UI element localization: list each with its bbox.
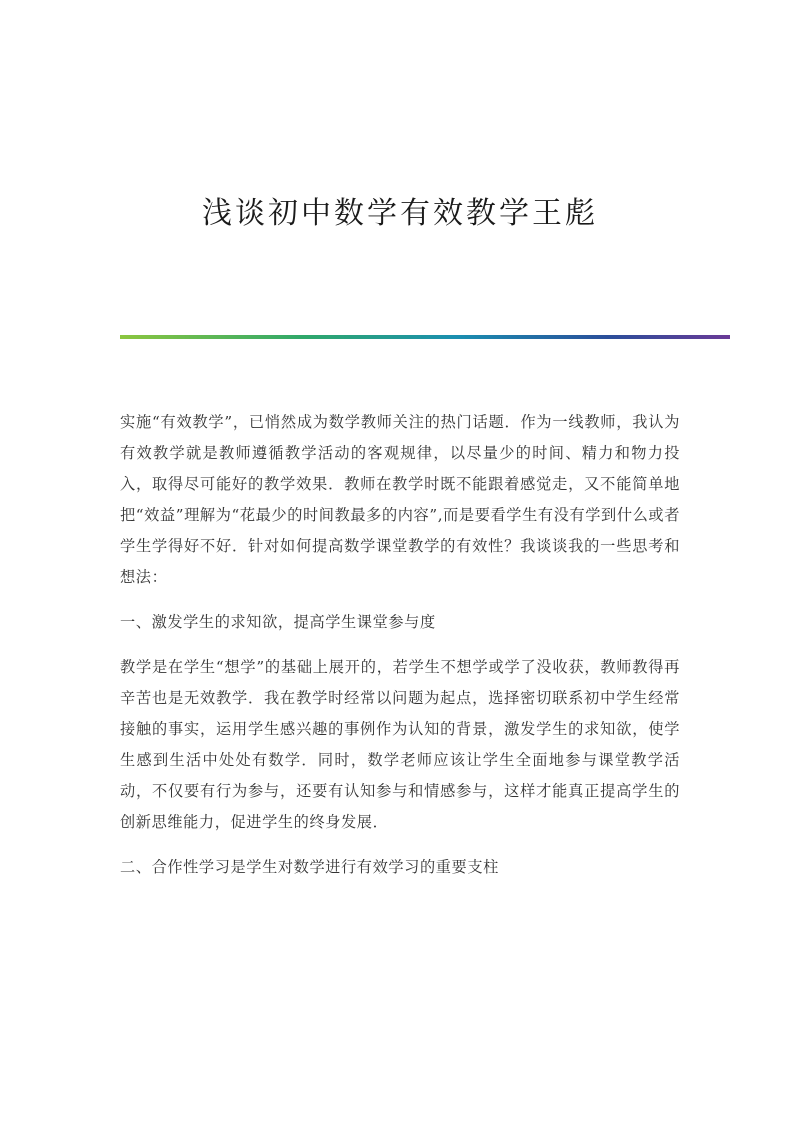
section-1-paragraph: 教学是在学生“想学”的基础上展开的，若学生不想学或学了没收获，教师教得再辛苦也是无效教学．我在教学时经常以问题为起点，选择密切联系初中学生经常接触的事实，运用学生感兴趣的事例作为认知的背景，激发学生的求知欲，使学生感到生活中处处有数学．同时，数学老师应该让学生全面地参与课堂教学活动，不仅要有行为参与，还要有认知参与和情感参与，这样才能真正提高学生的创新思维能力，促进学生的终身发展． bbox=[120, 658, 680, 831]
document-body bbox=[120, 407, 680, 897]
document-title: 浅谈初中数学有效教学王彪 bbox=[202, 196, 598, 231]
intro-paragraph: 实施“有效教学”，已悄然成为数学教师关注的热门话题．作为一线教师，我认为有效教学就是教师遵循教学活动的客观规律，以尽量少的时间、精力和物力投入，取得尽可能好的教学效果．教师在教学时既不能跟着感觉走，又不能简单地把“效益”理解为“花最少的时间教最多的内容”,而是要看学生有没有学到什么或者学生学得好不好．针对如何提高数学课堂教学的有效性？我谈谈我的一些思考和想法： bbox=[120, 413, 680, 586]
section-2-heading: 二、合作性学习是学生对数学进行有效学习的重要支柱 bbox=[120, 858, 499, 876]
section-1-heading: 一、激发学生的求知欲，提高学生课堂参与度 bbox=[120, 613, 436, 631]
title-divider bbox=[120, 335, 730, 339]
